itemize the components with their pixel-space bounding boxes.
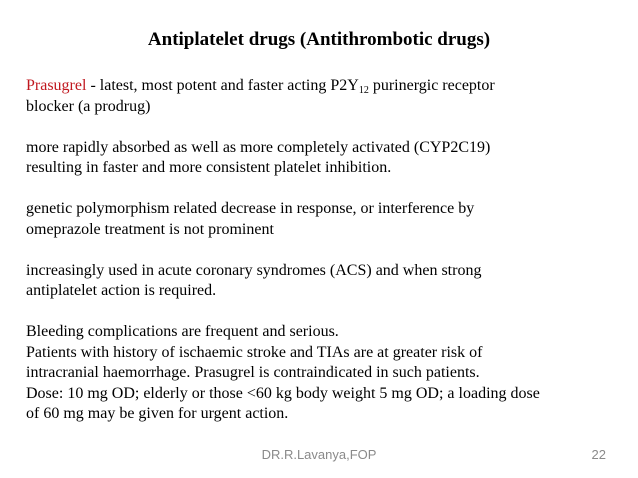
- body-line: Patients with history of ischaemic stroke and TIAs are at greater risk of: [26, 343, 483, 361]
- paragraph-gap: [26, 240, 626, 261]
- body-line: omeprazole treatment is not prominent: [26, 220, 274, 238]
- slide-number: 22: [591, 447, 606, 462]
- body-line: resulting in faster and more consistent platelet inhibition.: [26, 159, 392, 176]
- body-line: antiplatelet action is required.: [26, 282, 217, 299]
- slide-body: [26, 76, 626, 425]
- body-text: purinergic receptor: [368, 77, 495, 94]
- body-line: increasingly used in acute coronary syndromes (ACS) and when strong: [26, 261, 482, 279]
- body-line: [26, 76, 626, 97]
- paragraph-gap: [26, 179, 626, 200]
- footer-author: DR.R.Lavanya,FOP: [261, 447, 377, 462]
- slide-title: Antiplatelet drugs (Antithrombotic drugs): [147, 29, 491, 50]
- paragraph-gap: [26, 117, 626, 138]
- body-line: blocker (a prodrug): [26, 97, 151, 115]
- body-line: of 60 mg may be given for urgent action.: [26, 405, 289, 422]
- body-text: - latest, most potent and faster acting P2Y: [86, 77, 359, 94]
- body-line: Bleeding complications are frequent and serious.: [26, 323, 339, 340]
- drug-name: Prasugrel: [26, 77, 87, 94]
- body-line: more rapidly absorbed as well as more completely activated (CYP2C19): [26, 138, 491, 156]
- body-line: Dose: 10 mg OD; elderly or those <60 kg body weight 5 mg OD; a loading dose: [26, 384, 540, 402]
- body-line: genetic polymorphism related decrease in response, or interference by: [26, 200, 475, 217]
- paragraph-gap: [26, 302, 626, 323]
- body-line: intracranial haemorrhage. Prasugrel is contraindicated in such patients.: [26, 364, 480, 381]
- subscript: 12: [358, 85, 369, 96]
